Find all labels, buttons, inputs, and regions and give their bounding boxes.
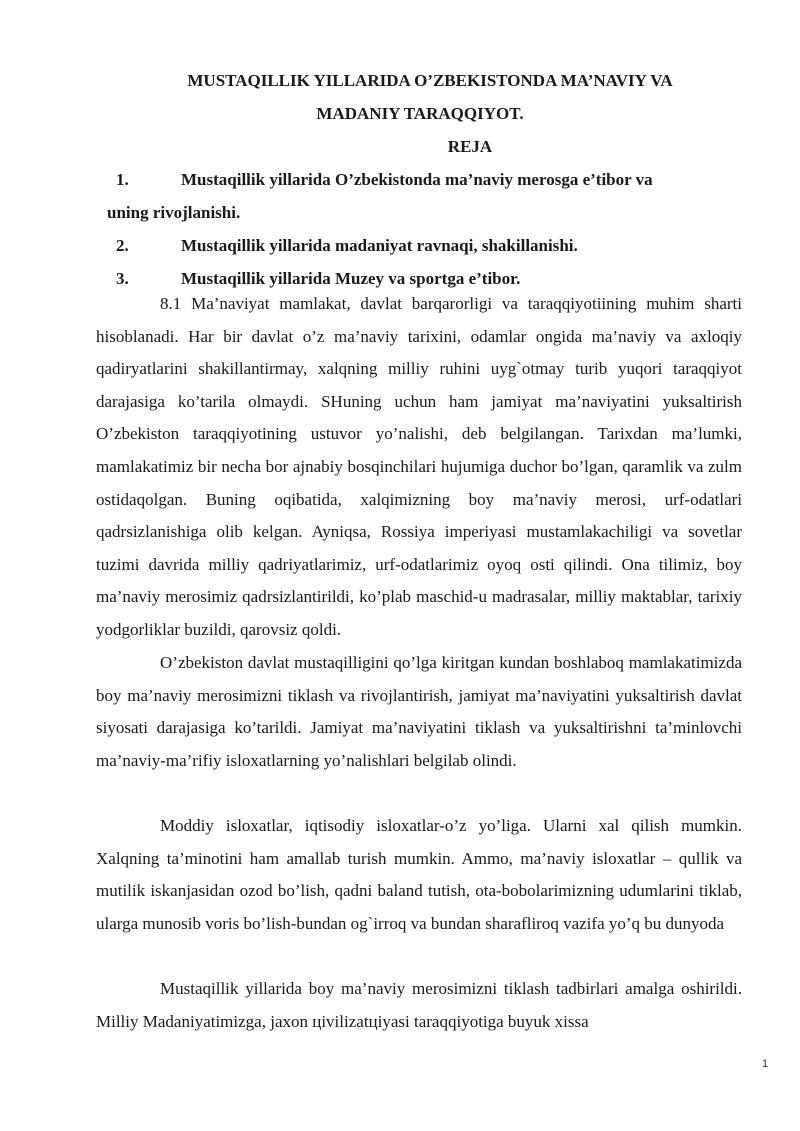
plan-item-number: 1. [116, 170, 129, 189]
plan-item-text: Mustaqillik yillarida madaniyat ravnaqi, shakillanishi. [181, 236, 578, 255]
body-paragraph-4: Mustaqillik yillarida boy ma’naviy merosimizni tiklash tadbirlari amalga oshirildi. Milliy Madaniyatimizga, jaxon цivilizatцiyasi taraqqiyotiga buyuk xissa [96, 979, 742, 1031]
plan-item-1 [96, 163, 746, 196]
plan-heading: REJA [447, 137, 493, 156]
page-number: 1 [762, 1058, 769, 1070]
document-title-line-1: MUSTAQILLIK YILLARIDA O’ZBEKISTONDA MA’NAVIY VA [187, 71, 673, 90]
body-paragraph-1: 8.1 Ma’naviyat mamlakat, davlat barqarorligi va taraqqiyotiining muhim sharti hisoblanadi. Har bir davlat o’z ma’naviy tarixini, odamlar ongida ma’naviy va axloqiy qadiryatlarini shakillantirmay, xalqning milliy ruhini uyg`otmay turib yuqori taraqqiyot darajasiga ko’tarila olmaydi. SHuning uchun ham jamiyat ma’naviyatini yuksaltirish O’zbekiston taraqqiyotining ustuvor yo’nalishi, deb belgilangan. Tarixdan ma’lumki, mamlakatimiz bir necha bor ajnabiy bosqinchilari hujumiga duchor bo’lgan, qaramlik va zulm ostidaqolgan. Buning oqibatida, xalqimizning boy ma’naviy merosi, urf-odatlari qadrsizlanishiga olib kelgan. Ayniqsa, Rossiya imperiyasi mustamlakachiligi va sovetlar tuzimi davrida milliy qadriyatlarimiz, urf-odatlarimiz oyoq osti qilindi. Ona tilimiz, boy ma’naviy merosimiz qadrsizlantirildi, ko’plab maschid-u madrasalar, milliy maktablar, tarixiy yodgorliklar buzildi, qarovsiz qoldi. [96, 294, 742, 639]
document-title-line-2: MADANIY TARAQQIYOT. [316, 104, 524, 123]
body-paragraph-2: O’zbekiston davlat mustaqilligini qo’lga kiritgan kundan boshlaboq mamlakatimizda boy ma’naviy merosimizni tiklash va rivojlantirish, jamiyat ma’naviyatini yuksaltirish davlat siyosati darajasiga ko’tarildi. Jamiyat ma’naviyatini tiklash va yuksaltirishni ta’minlovchi ma’naviy-ma’rifiy isloxatlarning yo’nalishlari belgilab olindi. [96, 653, 742, 770]
plan-item-text: Mustaqillik yillarida O’zbekistonda ma’naviy merosga e’tibor va [181, 170, 653, 189]
plan-item-2 [96, 229, 746, 262]
body-paragraph-3: Moddiy isloxatlar, iqtisodiy isloxatlar-o’z yo’liga. Ularni xal qilish mumkin. Xalqning ta’minotini ham amallab turish mumkin. Ammo, ma’naviy isloxatlar – qullik va mutilik iskanjasidan ozod bo’lish, qadni baland tutish, ota-bobolarimizning udumlarini tiklab, ularga munosib voris bo’lish-bundan og`irroq va bundan sharafliroq vazifa yo’q bu dunyoda [96, 816, 742, 933]
plan-item-number: 3. [116, 269, 129, 288]
plan-item-1-continuation: uning rivojlanishi. [107, 203, 241, 222]
plan-item-number: 2. [116, 236, 129, 255]
plan-item-text: Mustaqillik yillarida Muzey va sportga e’tibor. [181, 269, 521, 288]
